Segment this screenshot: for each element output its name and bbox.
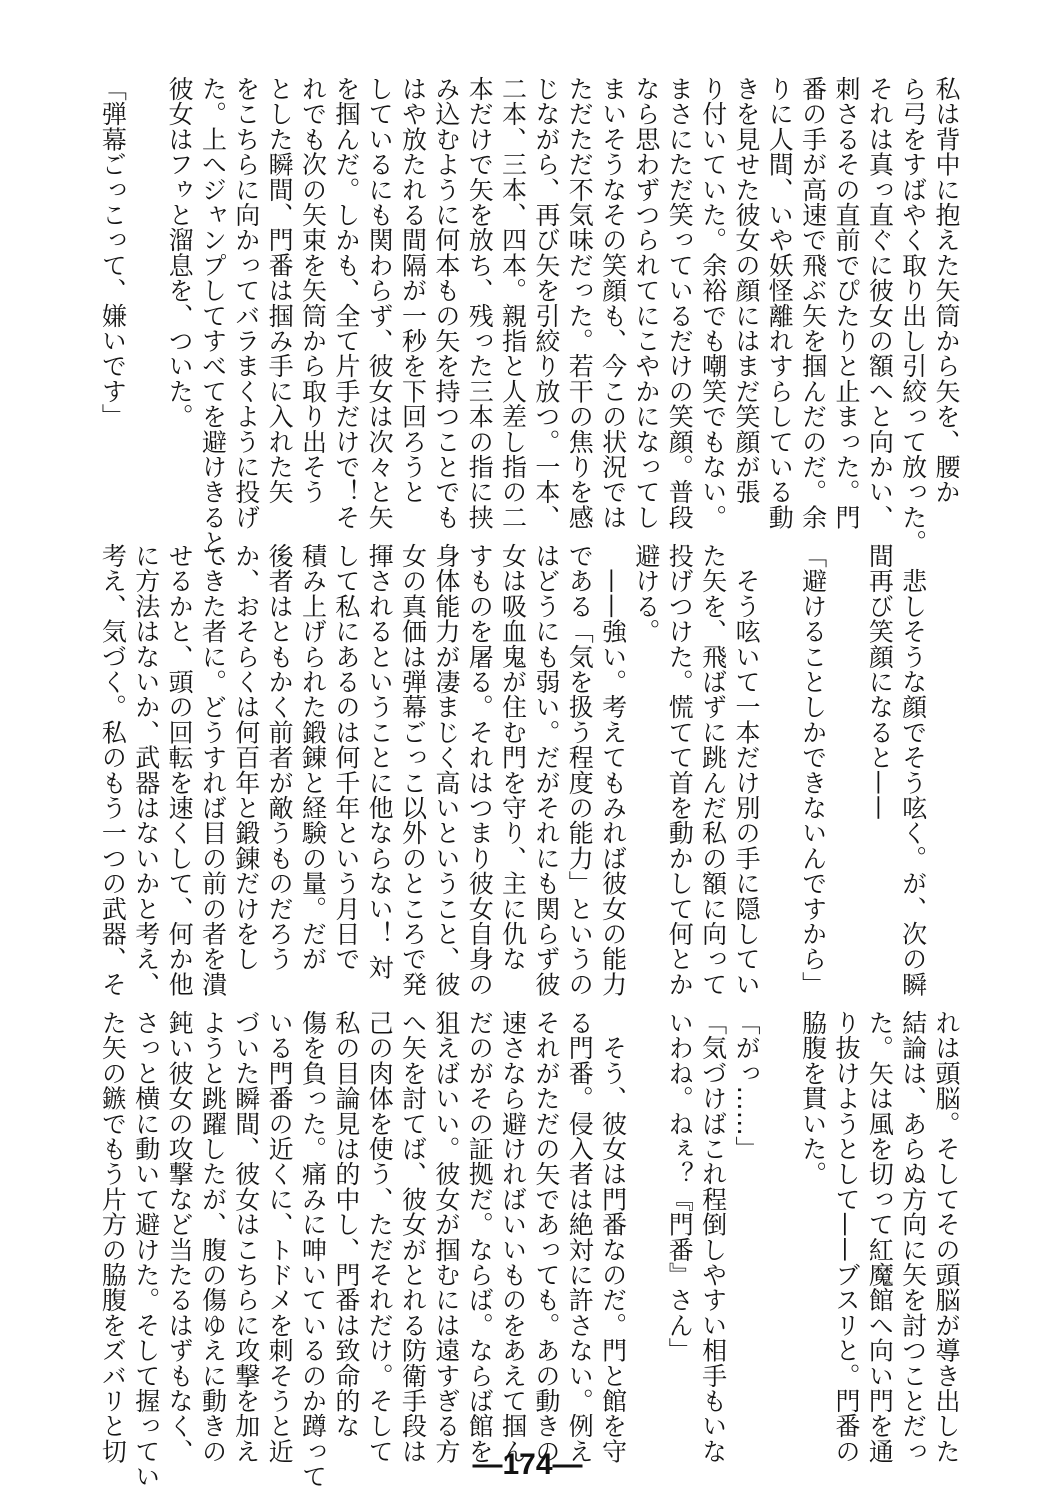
text-line: 結論は、あらぬ方向に矢を討つことだっ — [898, 1010, 928, 1464]
text-line: へ矢を討てば、彼女がとれる防衛手段は — [398, 1010, 428, 1464]
text-line: 揮されるということに他ならない！ 対 — [365, 543, 395, 980]
text-line: た矢の鏃でもう片方の脇腹をズバリと切 — [98, 1010, 128, 1464]
text-line: み込むように何本もの矢を持つことでも — [431, 76, 461, 530]
text-line: 彼女はフゥと溜息を、ついた。 — [165, 76, 195, 429]
text-line: 鈍い彼女の攻撃など当たるはずもなく、 — [165, 1010, 195, 1464]
text-line: それは真っ直ぐに彼女の額へと向かい、 — [865, 76, 895, 530]
text-line: して私にあるのは何千年という月日で — [331, 543, 361, 972]
text-line: じながら、再び矢を引絞り放つ。一本、 — [531, 76, 561, 530]
text-line: いる門番の近くに、トドメを刺そうと近 — [265, 1010, 295, 1464]
text-line: 「弾幕ごっこって、嫌いです」 — [98, 76, 128, 429]
text-line: 本だけで矢を放ち、残った三本の指に挟 — [465, 76, 495, 530]
text-line: り抜けようとして——ブスリと。門番の — [831, 1010, 861, 1464]
text-line: をこちらに向かってバラまくように投げ — [231, 76, 261, 530]
text-tier-top — [95, 76, 963, 580]
text-line: てきた者に。どうすれば目の前の者を潰 — [198, 543, 228, 997]
text-line: 己の肉体を使う、ただそれだけ。そして — [365, 1010, 395, 1464]
text-line: 私の目論見は的中し、門番は致命的な — [331, 1010, 361, 1439]
text-line: りに人間、いや妖怪離れすらしている動 — [765, 76, 795, 530]
text-line: だのがその証拠だ。ならば。ならば館を — [465, 1010, 495, 1464]
text-line: それがただの矢であっても。あの動きの — [531, 1010, 561, 1464]
text-line: を掴んだ。しかも、全て片手だけで！そ — [331, 76, 361, 530]
text-line — [763, 1010, 796, 1450]
text-line: である「気を扱う程度の能力」というの — [565, 543, 595, 997]
text-line: ただただ不気味だった。若干の焦りを感 — [565, 76, 595, 530]
page-number: —174— — [472, 1448, 583, 1481]
text-line: ようと跳躍したが、腹の傷ゆえに動きの — [198, 1010, 228, 1464]
text-line: 「気づけばこれ程倒しやすい相手もいな — [698, 1010, 728, 1464]
text-line: 避ける。 — [631, 543, 661, 644]
text-line: はどうにも弱い。だがそれにも関らず彼 — [531, 543, 561, 997]
text-line: 「避けることしかできないんですから」 — [798, 543, 828, 997]
text-line: づいた瞬間、彼女はこちらに攻撃を加え — [231, 1010, 261, 1464]
text-line: そう呟いて一本だけ別の手に隠してい — [731, 543, 761, 997]
text-line: 速さなら避ければいいものをあえて掴ん — [498, 1010, 528, 1464]
text-line: 間再び笑顔になると—— — [865, 543, 895, 821]
text-line: 女の真価は弾幕ごっこ以外のところで発 — [398, 543, 428, 997]
text-line: れは頭脳。そしてその頭脳が導き出した — [932, 1010, 961, 1464]
text-line: り付いていた。余裕でも嘲笑でもない。 — [698, 76, 728, 530]
text-line: はや放たれる間隔が一秒を下回ろうと — [398, 76, 428, 505]
text-line — [129, 76, 162, 516]
text-line: 女は吸血鬼が住む門を守り、主に仇な — [498, 543, 528, 972]
text-line: しているにも関わらず、彼女は次々と矢 — [365, 76, 395, 530]
text-line: きを見せた彼女の顔にはまだ笑顔が張 — [731, 76, 761, 505]
text-line — [930, 543, 963, 983]
text-line: さっと横に動いて避けた。そして握ってい — [131, 1010, 161, 1489]
text-line: 積み上げられた鍛錬と経験の量。だが — [298, 543, 328, 972]
text-line: いわね。ねぇ？『門番』さん」 — [665, 1010, 695, 1363]
text-line: れでも次の矢束を矢筒から取り出そう — [298, 76, 328, 505]
text-line — [830, 543, 863, 983]
text-line: 悲しそうな顔でそう呟く。が、次の瞬 — [898, 543, 928, 997]
text-line: とした瞬間、門番は掴み手に入れた矢 — [265, 76, 295, 505]
text-line: 身体能力が凄まじく高いということ、彼 — [431, 543, 461, 997]
text-line: そう、彼女は門番なのだ。門と館を守 — [598, 1010, 628, 1464]
text-line: ら弓をすばやく取り出し引絞って放った。 — [898, 76, 928, 555]
text-line: 番の手が高速で飛ぶ矢を掴んだのだ。余 — [798, 76, 828, 530]
text-line: る門番。侵入者は絶対に許さない。例え — [565, 1010, 595, 1464]
text-line: た。上へジャンプしてすべてを避けきると、 — [198, 76, 228, 580]
text-line — [630, 1010, 663, 1450]
text-line: まいそうなその笑顔も、今この状況では — [598, 76, 628, 530]
text-line: ——強い。考えてもみれば彼女の能力 — [598, 543, 628, 997]
text-line: まさにただ笑っているだけの笑顔。普段 — [665, 76, 695, 530]
text-line — [763, 543, 796, 983]
text-line: 二本、三本、四本。親指と人差し指の二 — [498, 76, 528, 530]
text-line: 投げつけた。慌てて首を動かして何とか — [665, 543, 695, 997]
text-line: 刺さるその直前でぴたりと止まった。門 — [831, 76, 861, 530]
text-line: た矢を、飛ばずに跳んだ私の額に向って — [698, 543, 728, 997]
text-tier-middle — [95, 543, 963, 997]
text-line: せるかと、頭の回転を速くして、何か他 — [165, 543, 195, 997]
text-line: に方法はないか、武器はないかと考え、 — [131, 543, 161, 997]
text-line: 私は背中に抱えた矢筒から矢を、腰か — [932, 76, 961, 505]
text-line: か、おそらくは何百年と鍛錬だけをし — [231, 543, 261, 972]
text-line: なら思わずつられてにこやかになってし — [631, 76, 661, 530]
text-line: すものを屠る。それはつまり彼女自身の — [465, 543, 495, 997]
text-line: た。矢は風を切って紅魔館へ向い門を通 — [865, 1010, 895, 1464]
text-line: 脇腹を貫いた。 — [798, 1010, 828, 1187]
text-line: 「がっ……」 — [731, 1010, 761, 1162]
text-line: 狙えばいい。彼女が掴むには遠すぎる方 — [431, 1010, 461, 1464]
text-line: 後者はともかく前者が敵うものだろう — [265, 543, 295, 972]
text-line: 傷を負った。痛みに呻いているのか蹲って — [298, 1010, 328, 1489]
text-line: 考え、気づく。私のもう一つの武器、そ — [98, 543, 128, 997]
